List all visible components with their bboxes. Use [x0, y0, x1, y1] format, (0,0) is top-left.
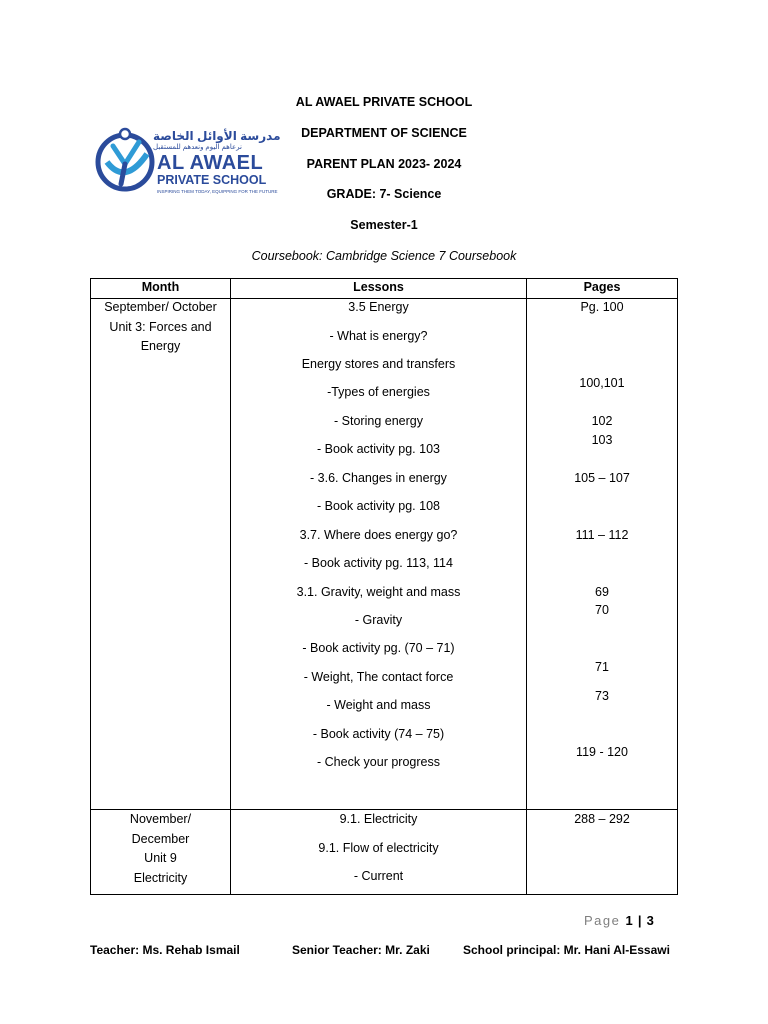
lesson-item: 9.1. Flow of electricity: [318, 841, 439, 855]
month-line: September/ October: [104, 300, 217, 314]
lesson-item: -Types of energies: [327, 385, 430, 399]
coursebook-title: Coursebook: Cambridge Science 7 Coursebook: [251, 249, 517, 263]
page-ref: 105 – 107: [574, 471, 630, 485]
lesson-item: - Current: [353, 869, 404, 883]
lesson-item: 3.5 Energy: [348, 300, 409, 314]
logo-arabic-tagline: نرعاهم اليوم ونعدهم للمستقبل: [153, 144, 242, 151]
lesson-item: Energy stores and transfers: [301, 357, 456, 371]
logo-name: AL AWAEL: [157, 152, 264, 174]
header-lessons: Lessons: [353, 280, 404, 294]
lesson-item: - Gravity: [354, 613, 403, 627]
plan-title: PARENT PLAN 2023- 2024: [306, 157, 462, 171]
footer-teacher: Teacher: Ms. Rehab Ismail: [90, 943, 240, 957]
semester-title: Semester-1: [350, 218, 418, 232]
lesson-item: 3.1. Gravity, weight and mass: [296, 585, 461, 599]
school-emblem-icon: [95, 124, 155, 200]
footer-senior-teacher: Senior Teacher: Mr. Zaki: [292, 943, 430, 957]
page-ref: Pg. 100: [580, 300, 624, 314]
page-current: 1: [625, 913, 633, 928]
month-line: Energy: [140, 339, 181, 353]
page-ref: 100,101: [579, 376, 625, 390]
logo-subname: PRIVATE SCHOOL: [157, 173, 267, 187]
page-ref: 111 – 112: [575, 528, 629, 542]
logo-arabic-name: مدرسة الأوائل الخاصة: [153, 129, 281, 143]
header-month: Month: [141, 280, 180, 294]
table-border-left: [90, 278, 91, 895]
lesson-item: - Book activity pg. 103: [317, 442, 440, 456]
page-number: [584, 913, 654, 928]
logo-tagline: INSPIRING THEM TODAY, EQUIPPING FOR THE FUTURE: [157, 189, 278, 194]
lesson-item: - Check your progress: [317, 755, 440, 769]
lesson-item: - Weight, The contact force: [303, 670, 454, 684]
page-total: 3: [646, 913, 654, 928]
lesson-item: 3.7. Where does energy go?: [299, 528, 458, 542]
page-ref: 119 - 120: [576, 745, 628, 759]
month-line: Electricity: [133, 870, 188, 885]
month-line: Unit 9: [144, 851, 177, 865]
lesson-item: - Storing energy: [334, 414, 423, 428]
page-ref: 102: [591, 414, 613, 428]
page-label: Page: [584, 913, 621, 928]
department-title: DEPARTMENT OF SCIENCE: [301, 126, 467, 140]
page-ref: 69: [595, 585, 609, 599]
page-ref: 70: [595, 603, 609, 617]
grade-title: GRADE: 7- Science: [326, 187, 442, 201]
lesson-item: 9.1. Electricity: [339, 812, 418, 826]
lesson-item: - Weight and mass: [326, 698, 431, 712]
footer-principal: School principal: Mr. Hani Al-Essawi: [463, 943, 670, 957]
lesson-item: - Book activity pg. 113, 114: [304, 556, 453, 570]
lesson-item: - What is energy?: [329, 329, 428, 343]
month-cell: [91, 810, 230, 888]
table-border-top: [90, 278, 678, 279]
page-ref: 71: [595, 660, 609, 674]
month-cell: [91, 298, 230, 357]
lesson-item: - Book activity (74 – 75): [312, 727, 445, 741]
table-border-bottom: [90, 894, 678, 895]
lesson-item: - Book activity pg. 108: [317, 499, 440, 513]
month-line: Unit 3: Forces and: [109, 319, 212, 334]
table-border-right: [677, 278, 678, 895]
school-name: AL AWAEL PRIVATE SCHOOL: [295, 95, 473, 109]
header-pages: Pages: [583, 280, 621, 294]
lesson-item: - 3.6. Changes in energy: [310, 471, 447, 485]
school-logo: [95, 124, 281, 200]
lesson-item: - Book activity pg. (70 – 71): [302, 641, 455, 655]
page-ref: 73: [595, 689, 609, 703]
page-ref: 288 – 292: [574, 812, 630, 826]
page-ref: 103: [591, 433, 613, 447]
month-line: December: [131, 831, 190, 846]
page-separator: |: [637, 913, 642, 928]
month-line: November/: [129, 812, 192, 826]
